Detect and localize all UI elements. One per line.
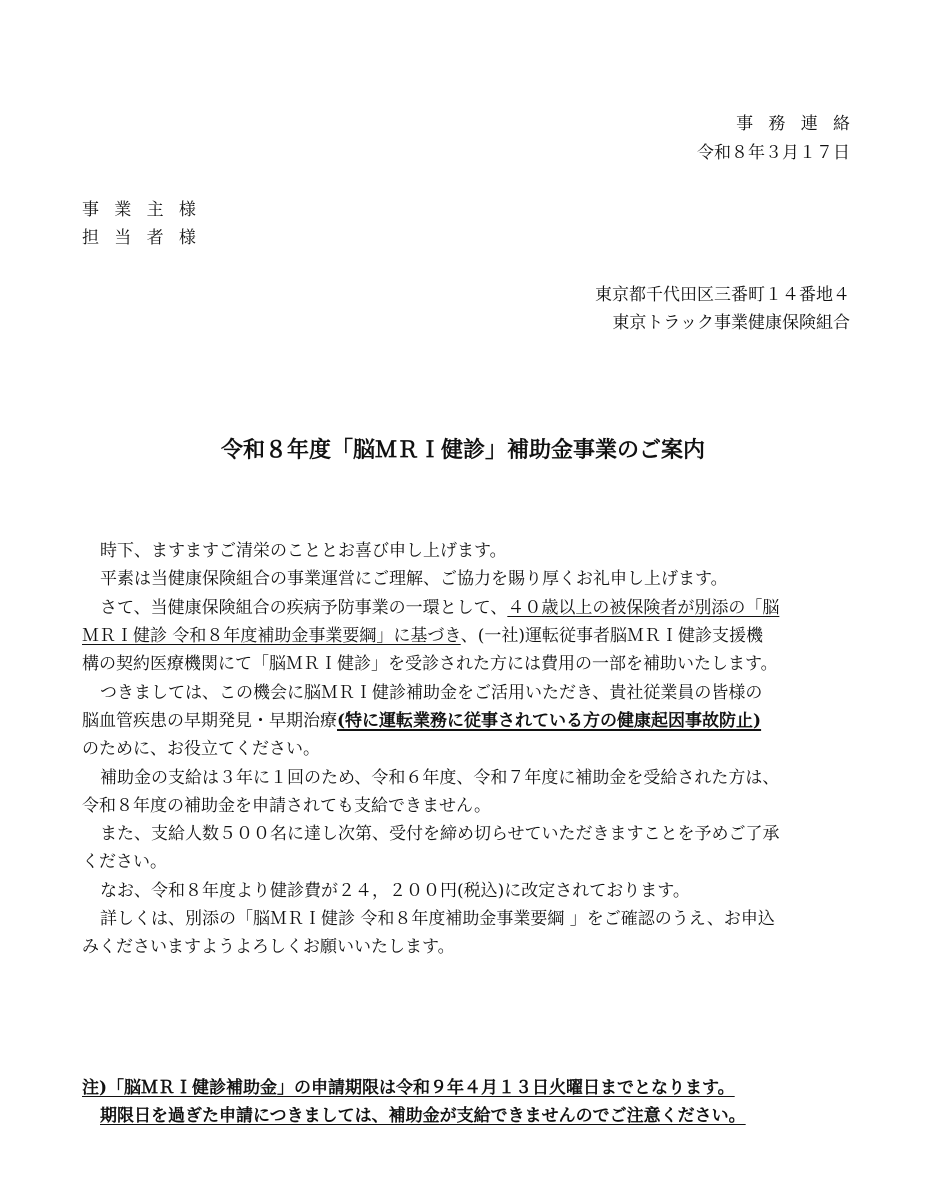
deadline-note-line-2 bbox=[100, 1106, 746, 1126]
recipient-line-1: 事業主様 bbox=[82, 200, 212, 220]
sender-name: 東京トラック事業健康保険組合 bbox=[612, 313, 850, 333]
eligibility-underlined: ４０歳以上の被保険者が別添の「脳 bbox=[507, 598, 780, 618]
body-paragraph-4-line-3: のために、お役立てください。 bbox=[82, 739, 320, 759]
body-p4-text: 脳血管疾患の早期発見・早期治療 bbox=[82, 711, 337, 731]
body-paragraph-7: なお、令和８年度より健診費が２４，２００円(税込)に改定されております。 bbox=[100, 881, 690, 901]
body-paragraph-5-line-2: 令和８年度の補助金を申請されても支給できません。 bbox=[82, 796, 492, 816]
body-paragraph-6-line-2: ください。 bbox=[82, 852, 167, 872]
accident-prevention-emphasis: (特に運転業務に従事されている方の健康起因事故防止) bbox=[337, 711, 762, 731]
document-date: 令和８年３月１７日 bbox=[697, 143, 850, 163]
page-title: 令和８年度「脳ＭＲＩ健診」補助金事業のご案内 bbox=[220, 437, 705, 463]
body-paragraph-5-line-1: 補助金の支給は３年に１回のため、令和６年度、令和７年度に補助金を受給された方は、 bbox=[100, 768, 780, 788]
body-paragraph-8-line-2: みくださいますようよろしくお願いいたします。 bbox=[82, 937, 455, 957]
body-paragraph-3-line-3: 構の契約医療機関にて「脳ＭＲＩ健診」を受診された方には費用の一部を補助いたします。 bbox=[82, 654, 778, 674]
body-paragraph-2: 平素は当健康保険組合の事業運営にご理解、ご協力を賜り厚くお礼申し上げます。 bbox=[100, 569, 728, 589]
body-paragraph-3-line-2 bbox=[82, 626, 763, 646]
body-paragraph-8-line-1: 詳しくは、別添の「脳ＭＲＩ健診 令和８年度補助金事業要綱 」をご確認のうえ、お申込 bbox=[100, 909, 775, 929]
body-paragraph-3-line-1 bbox=[100, 598, 779, 618]
body-p3-text-2: 、(一社)運転従事者脳ＭＲＩ健診支援機 bbox=[460, 626, 763, 646]
body-paragraph-4-line-1: つきましては、この機会に脳ＭＲＩ健診補助金をご活用いただき、貴社従業員の皆様の bbox=[100, 683, 763, 703]
deadline-note-text-1: 注)「脳ＭＲＩ健診補助金」の申請期限は令和９年４月１３日火曜日までとなります。 bbox=[82, 1078, 735, 1098]
body-paragraph-1: 時下、ますますご清栄のこととお喜び申し上げます。 bbox=[100, 541, 507, 561]
body-p3-text: さて、当健康保険組合の疾病予防事業の一環として、 bbox=[100, 598, 508, 618]
deadline-note-line-1 bbox=[82, 1078, 735, 1098]
deadline-note-text-2: 期限日を過ぎた申請につきましては、補助金が支給できませんのでご注意ください。 bbox=[100, 1106, 746, 1126]
body-paragraph-4-line-2 bbox=[82, 711, 761, 731]
sender-address: 東京都千代田区三番町１４番地４ bbox=[595, 285, 850, 305]
recipient-line-2: 担当者様 bbox=[82, 228, 212, 248]
body-paragraph-6-line-1: また、支給人数５００名に達し次第、受付を締め切らせていただきますことを予めご了承 bbox=[100, 824, 780, 844]
doc-type-label: 事務連絡 bbox=[736, 114, 866, 134]
guideline-underlined: ＭＲＩ健診 令和８年度補助金事業要綱」に基づき bbox=[82, 626, 461, 646]
